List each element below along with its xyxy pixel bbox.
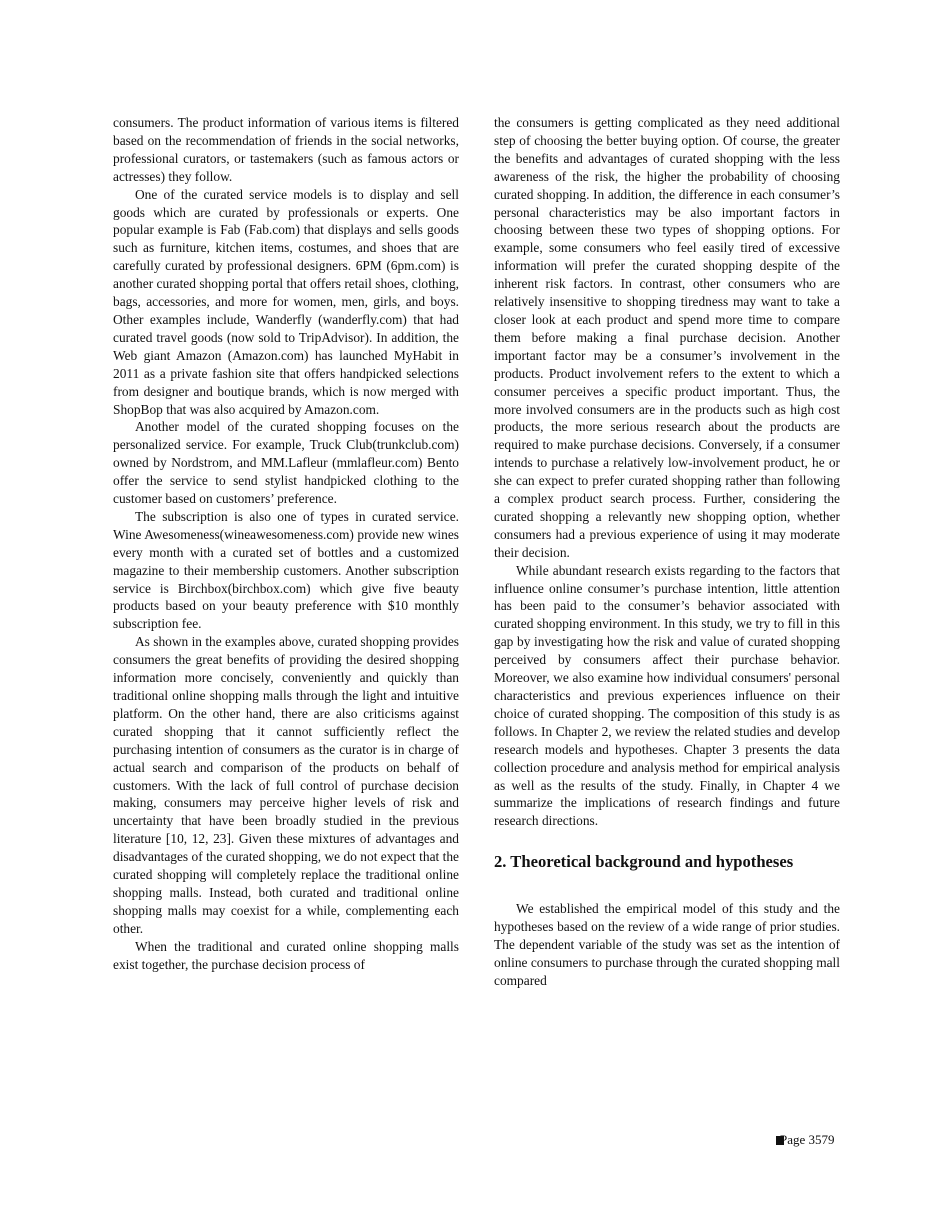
right-column	[494, 114, 840, 990]
section-heading: 2. Theoretical background and hypotheses	[494, 852, 794, 872]
paragraph: The subscription is also one of types in curated service. Wine Awesomeness(wineawesomeness.com) provide new wines every month with a curated set of bottles and a customized magazine to their membership customers. Another subscription service is Birchbox(birchbox.com) which give five beauty products based on your beauty preference with $10 monthly subscription fee.	[113, 508, 459, 632]
paragraph: While abundant research exists regarding to the factors that influence online consumer’s purchase intention, little attention has been paid to the consumer’s behavior associated with curated shopping environment. In this study, we try to fill in this gap by investigating how the risk and value of curated shopping perceived by consumers affect their purchase behavior. Moreover, we also examine how individual consumers' personal characteristics and previous experiences influence on their choice of curated shopping. The composition of this study is as follows. In Chapter 2, we review the related studies and develop research models and hypotheses. Chapter 3 presents the data collection procedure and analysis method for empirical analysis as well as the results of the study. Finally, in Chapter 4 we summarize the implications of research findings and future research directions.	[494, 562, 840, 829]
paragraph: We established the empirical model of this study and the hypotheses based on the review of a wide range of prior studies. The dependent variable of the study was set as the intention of online consumers to purchase through the curated shopping mall compared	[494, 901, 840, 988]
paragraph: As shown in the examples above, curated shopping provides consumers the great benefits of providing the desired shopping information more concisely, conveniently and quickly than traditional online shopping malls through the light and intuitive platform. On the other hand, there are also criticisms against curated shopping that it cannot sufficiently reflect the purchasing intention of consumers as the curator is in charge of actual search and comparison of the products on behalf of customers. With the lack of full control of purchase decision making, consumers may perceive higher levels of risk and uncertainty that have been broadly studied in the previous literature [10, 12, 23]. Given these mixtures of advantages and disadvantages of the curated shopping, we do not expect that the curated shopping will completely replace the traditional online shopping malls. Instead, both curated and traditional online shopping malls may coexist for a while, complementing each other.	[113, 634, 459, 936]
paragraph: When the traditional and curated online shopping malls exist together, the purchase decision process of	[113, 938, 459, 972]
paragraph: consumers. The product information of various items is filtered based on the recommendation of friends in the social networks, professional curators, or tastemakers (such as famous actors or actresses) they follow.	[113, 115, 459, 184]
left-column	[113, 114, 459, 974]
page-footer	[776, 1132, 835, 1148]
paragraph: One of the curated service models is to display and sell goods which are curated by professionals or experts. One popular example is Fab (Fab.com) that displays and sells goods such as furniture, kitchen items, costumes, and shoes that are carefully curated by professional designers. 6PM (6pm.com) is another curated shopping portal that offers retail shoes, clothing, bags, accessories, and more for women, men, girls, and boys. Other examples include, Wanderfly (wanderfly.com) that had curated travel goods (now sold to TripAdvisor). In addition, the Web giant Amazon (Amazon.com) has launched MyHabit in 2011 as a private fashion site that offers handpicked selections from designer and boutique brands, which is now merged with ShopBop that was also acquired by Amazon.com.	[113, 186, 459, 417]
page-number: Page 3579	[780, 1132, 835, 1147]
paragraph: Another model of the curated shopping focuses on the personalized service. For example, Truck Club(trunkclub.com) owned by Nordstrom, and MM.Lafleur (mmlafleur.com) Bento offer the service to send stylist handpicked clothing to the customer based on customers’ preference.	[113, 419, 459, 507]
paragraph: the consumers is getting complicated as they need additional step of choosing the better buying option. Of course, the greater the benefits and advantages of curated shopping with the less awareness of the risk, the higher the probability of choosing curated shopping. In addition, the difference in each consumer’s personal characteristics may be also important factors in choosing between these two types of shopping options. For example, some consumers who feel easily tired of excessive information will prefer the curated shopping despite of the inherent risk factors. In contrast, other consumers who are relatively insensitive to shopping tiredness may want to take a closer look at each product and spend more time to compare them before making a final purchase decision. Another important factor may be a consumer’s involvement in the products. Product involvement refers to the extent to which a consumer perceives a specific product important. Thus, the more involved consumers are in the products such as high cost products, the more serious research about the products are required to make purchase decisions. Conversely, if a consumer intends to purchase a relatively low-involvement product, he or she can expect to prefer curated shopping rather than following a complex product search process. Further, considering the curated shopping a relevantly new shopping option, whether consumers had a previous experience of using it may moderate their decision.	[494, 115, 840, 560]
